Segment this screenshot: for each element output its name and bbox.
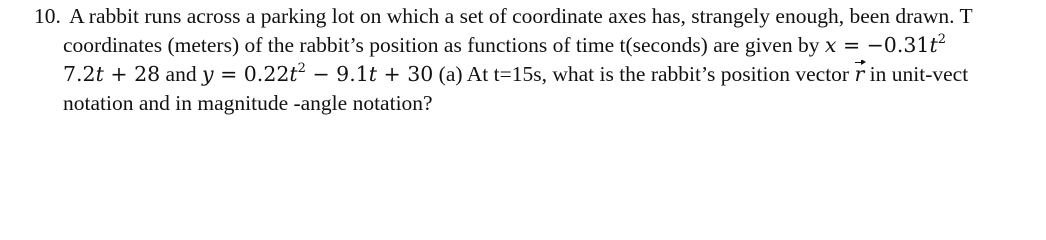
and-text: and: [160, 62, 202, 86]
t-variable: t: [289, 62, 298, 86]
x-equation: [825, 33, 946, 57]
y-linear-coefficient: − 9.1: [305, 62, 369, 86]
problem-line-4: [0, 89, 1046, 118]
problem-line-3: [0, 60, 1046, 89]
y-coefficient: = 0.22: [213, 62, 290, 86]
problem-line-1: [0, 2, 1046, 31]
problem-statement: [0, 2, 1046, 118]
problem-number: 10.: [34, 4, 61, 28]
line2-text: coordinates (meters) of the rabbit’s position as functions of time t(seconds) are given by: [63, 33, 825, 57]
y-constant: + 30: [377, 62, 434, 86]
y-variable: y: [201, 62, 214, 86]
t-variable: t: [368, 62, 377, 86]
exponent: 2: [937, 32, 946, 47]
x-linear-coefficient: 7.2: [63, 62, 96, 86]
exponent: 2: [297, 61, 306, 76]
question-a-text: (a) At t=15s, what is the rabbit’s position vector: [433, 62, 855, 86]
line1-text: A rabbit runs across a parking lot on which a set of coordinate axes has, strangely enough, been drawn. T: [69, 4, 973, 28]
x-variable: x: [824, 33, 837, 57]
problem-line-2: [0, 31, 1046, 60]
x-constant: + 28: [103, 62, 161, 86]
question-a-continued: in unit-vect: [864, 62, 969, 86]
x-equation-continued: [63, 62, 160, 86]
t-variable: t: [929, 33, 938, 57]
position-vector-symbol: r: [854, 60, 864, 89]
t-variable: t: [95, 62, 104, 86]
y-equation: [202, 62, 433, 86]
line4-text: notation and in magnitude -angle notation?: [63, 91, 433, 115]
x-coefficient: = −0.31: [836, 33, 930, 57]
